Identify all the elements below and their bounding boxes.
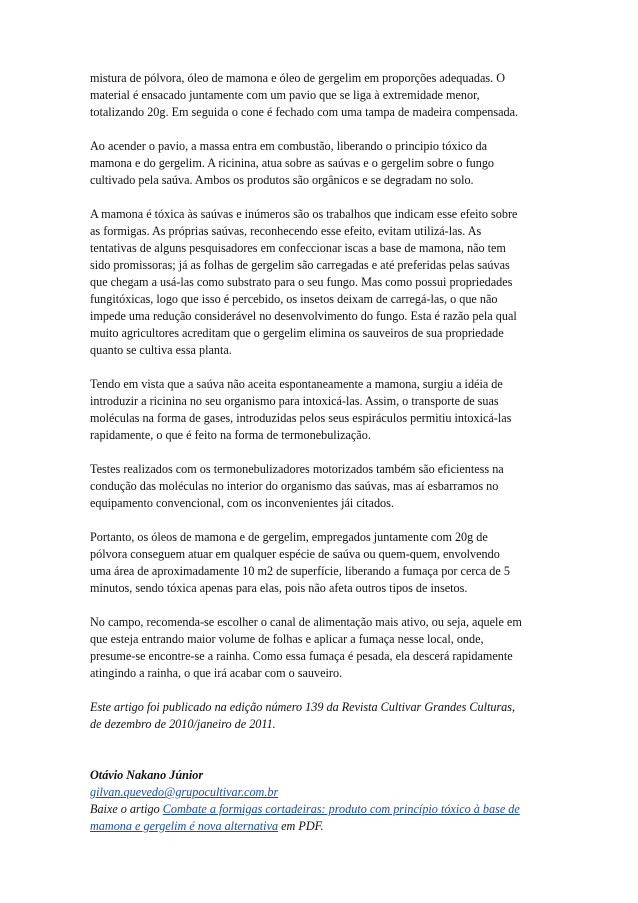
- text-line: moléculas na forma de gases, introduzidas pelos seus espiráculos permitiu intoxicá-las: [90, 411, 512, 425]
- download-article-link[interactable]: Combate a formigas cortadeiras: produto com princípio tóxico à base de: [162, 802, 520, 816]
- text-line: totalizando 20g. Em seguida o cone é fechado com uma tampa de madeira compensada.: [90, 105, 519, 119]
- text-line: impede uma redução considerável no desenvolvimento do fungo. Esta é razão pela qual: [90, 309, 517, 323]
- paragraph-6: [90, 529, 558, 597]
- text-line: mamona e do gergelim. A ricinina, atua sobre as saúvas e o gergelim sobre o fungo: [90, 156, 495, 170]
- text-line: que esteja entrando maior volume de folhas e aplicar a fumaça nesse local, onde,: [90, 632, 484, 646]
- paragraph-5: [90, 461, 558, 512]
- publication-note: [90, 699, 558, 733]
- text-line: as formigas. As próprias saúvas, reconhecendo esse efeito, evitam utilizá-las. As: [90, 224, 482, 238]
- download-article-link-continued[interactable]: mamona e gergelim é nova alternativa: [90, 819, 279, 833]
- text-line: sido promissoras; já as folhas de gergelim são carregadas e até preferidas pelas saúvas: [90, 258, 510, 272]
- author-block: [90, 767, 558, 835]
- download-prefix: Baixe o artigo: [90, 802, 163, 816]
- text-line: que chegam a usá-las como substrato para o seu fungo. Mas como possui propriedades: [90, 275, 513, 289]
- text-line: presume-se encontre-se a rainha. Como essa fumaça é pesada, ela descerá rapidamente: [90, 649, 513, 663]
- text-line: material é ensacado juntamente com um pavio que se liga à extremidade menor,: [90, 88, 480, 102]
- text-line: rapidamente, o que é feito na forma de termonebulização.: [90, 428, 371, 442]
- paragraph-3: [90, 206, 558, 359]
- paragraph-4: [90, 376, 558, 444]
- download-line-2: [90, 818, 558, 835]
- download-line-1: [90, 801, 558, 818]
- text-line: No campo, recomenda-se escolher o canal de alimentação mais ativo, ou seja, aquele em: [90, 615, 522, 629]
- text-line: Tendo em vista que a saúva não aceita espontaneamente a mamona, surgiu a idéia de: [90, 377, 503, 391]
- text-line: A mamona é tóxica às saúvas e inúmeros são os trabalhos que indicam esse efeito sobre: [90, 207, 518, 221]
- text-line: de dezembro de 2010/janeiro de 2011.: [90, 717, 276, 731]
- text-line: condução das moléculas no interior do organismo das saúvas, mas aí esbarramos no: [90, 479, 499, 493]
- text-line: Testes realizados com os termonebulizadores motorizados também são eficientess na: [90, 462, 504, 476]
- author-email-link[interactable]: gilvan.quevedo@grupocultivar.com.br: [90, 785, 279, 799]
- text-line: cultivado pela saúva. Ambos os produtos são orgânicos e se degradam no solo.: [90, 173, 474, 187]
- text-line: muito agricultores acreditam que o gergelim elimina os sauveiros de sua propriedade: [90, 326, 504, 340]
- download-suffix: em PDF.: [278, 819, 324, 833]
- paragraph-1: [90, 70, 558, 121]
- paragraph-2: [90, 138, 558, 189]
- text-line: tentativas de alguns pesquisadores em confeccionar iscas a base de mamona, não tem: [90, 241, 506, 255]
- paragraph-7: [90, 614, 558, 682]
- text-line: introduzir a ricinina no seu organismo para intoxicá-las. Assim, o transporte de suas: [90, 394, 499, 408]
- text-line: minutos, sendo tóxica apenas para elas, pois não afeta outros tipos de insetos.: [90, 581, 468, 595]
- text-line: Este artigo foi publicado na edição número 139 da Revista Cultivar Grandes Culturas,: [90, 700, 516, 714]
- text-line: fungitóxicas, logo que isso é percebido, os insetos deixam de carregá-las, o que não: [90, 292, 498, 306]
- text-line: Portanto, os óleos de mamona e de gergelim, empregados juntamente com 20g de: [90, 530, 488, 544]
- text-line: Ao acender o pavio, a massa entra em combustão, liberando o principio tóxico da: [90, 139, 487, 153]
- text-line: quanto se cultiva essa planta.: [90, 343, 232, 357]
- text-line: uma área de aproximadamente 10 m2 de superfície, liberando a fumaça por cerca de 5: [90, 564, 510, 578]
- author-name: Otávio Nakano Júnior: [90, 768, 204, 782]
- text-line: atingindo a rainha, o que irá acabar com o sauveiro.: [90, 666, 343, 680]
- text-line: mistura de pólvora, óleo de mamona e óleo de gergelim em proporções adequadas. O: [90, 71, 506, 85]
- text-line: equipamento convencional, com os inconvenientes jái citados.: [90, 496, 394, 510]
- article-body: [90, 70, 558, 733]
- text-line: pólvora conseguem atuar em qualquer espécie de saúva ou quem-quem, envolvendo: [90, 547, 500, 561]
